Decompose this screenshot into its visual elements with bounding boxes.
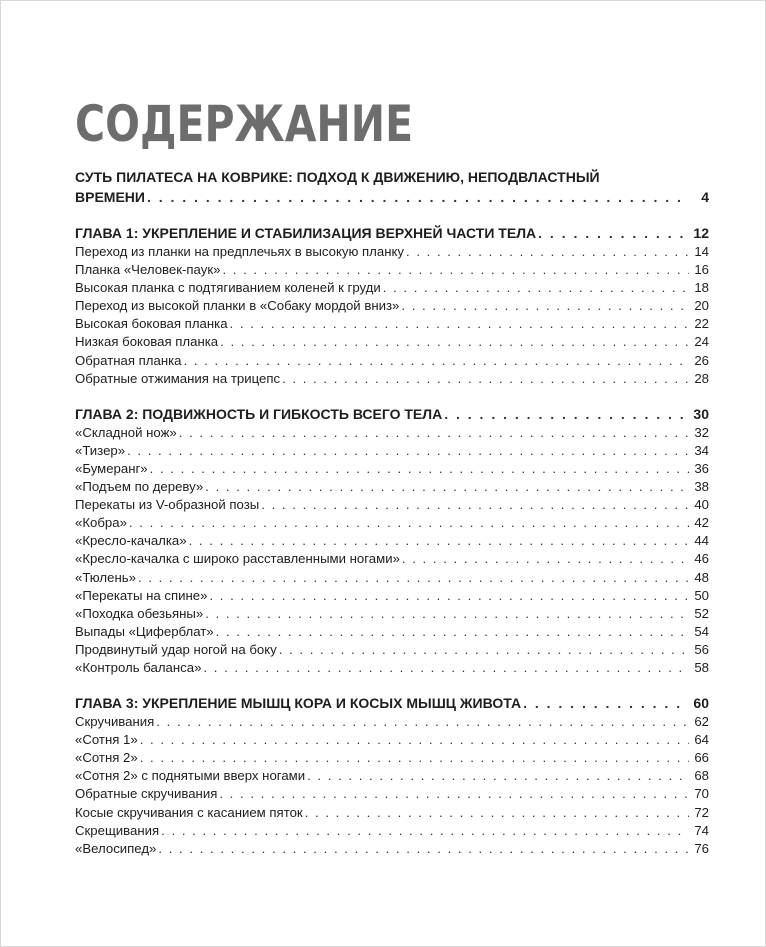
- section-spacer: [75, 207, 709, 223]
- entry-title: Перекаты из V-образной позы: [75, 497, 260, 513]
- toc-entry[interactable]: [75, 532, 709, 550]
- entry-page-number: 56: [694, 641, 709, 657]
- entry-page-number: 26: [694, 352, 709, 368]
- entry-title: Высокая боковая планка: [75, 316, 228, 332]
- dot-leader: [538, 223, 689, 243]
- dot-leader: [220, 333, 689, 351]
- toc-entry[interactable]: [75, 822, 709, 840]
- entry-title: «Велосипед»: [75, 840, 157, 856]
- entry-title: «Подъем по дереву»: [75, 479, 204, 495]
- dot-leader: [158, 840, 689, 858]
- toc-entry[interactable]: [75, 370, 709, 388]
- section-spacer: [75, 388, 709, 404]
- entry-title: Переход из планки на предплечьях в высокую планку: [75, 244, 404, 259]
- entry-title: Скрещивания: [75, 822, 160, 838]
- dot-leader: [140, 749, 689, 767]
- entry-page-number: 18: [694, 280, 709, 296]
- toc-entry[interactable]: [75, 659, 709, 677]
- toc-entry[interactable]: [75, 749, 709, 767]
- entry-page-number: 58: [694, 659, 709, 675]
- toc-entry[interactable]: [75, 840, 709, 858]
- dot-leader: [279, 641, 689, 659]
- entry-title: Продвинутый удар ногой на боку: [75, 641, 277, 657]
- entry-page-number: 54: [694, 623, 709, 639]
- dot-leader: [140, 731, 689, 749]
- dot-leader: [406, 243, 689, 261]
- entry-title: Обратная планка: [75, 352, 182, 368]
- toc-entry[interactable]: [75, 243, 709, 261]
- dot-leader: [230, 315, 689, 333]
- chapter-page-number: 30: [693, 405, 709, 422]
- toc-entry[interactable]: [75, 460, 709, 478]
- toc-entry[interactable]: [75, 279, 709, 297]
- entry-title: Скручивания: [75, 714, 155, 730]
- dot-leader: [203, 659, 689, 677]
- entry-title: Выпады «Циферблат»: [75, 623, 214, 639]
- entry-page-number: 42: [694, 515, 709, 531]
- entry-page-number: 46: [694, 551, 709, 567]
- toc-entry[interactable]: [75, 478, 709, 496]
- entry-title: «Сотня 2»: [75, 750, 138, 766]
- entry-title: «Сотня 1»: [75, 732, 138, 748]
- entry-page-number: 52: [694, 605, 709, 621]
- chapter-entry[interactable]: [75, 223, 709, 243]
- entry-page-number: 36: [694, 460, 709, 476]
- entry-page-number: 24: [694, 334, 709, 350]
- entry-page-number: 72: [694, 804, 709, 820]
- toc-entry[interactable]: [75, 514, 709, 532]
- entry-page-number: 34: [694, 442, 709, 458]
- dot-leader: [179, 424, 689, 442]
- chapter-entry[interactable]: [75, 693, 709, 713]
- dot-leader: [523, 693, 689, 713]
- entry-page-number: 48: [694, 569, 709, 585]
- entry-title: «Контроль баланса»: [75, 659, 202, 675]
- entry-page-number: 66: [694, 750, 709, 766]
- dot-leader: [307, 767, 689, 785]
- dot-leader: [129, 514, 689, 532]
- toc-entry[interactable]: [75, 550, 709, 568]
- toc-entry[interactable]: [75, 785, 709, 803]
- intro-title-line1: СУТЬ ПИЛАТЕСА НА КОВРИКЕ: ПОДХОД К ДВИЖЕНИЮ, НЕПОДВЛАСТНЫЙ: [75, 169, 600, 185]
- toc-entry[interactable]: [75, 442, 709, 460]
- chapter-page-number: 12: [693, 225, 709, 241]
- entry-page-number: 62: [694, 714, 709, 730]
- toc-entry[interactable]: [75, 333, 709, 351]
- intro-title-line2: ВРЕМЕНИ: [75, 189, 145, 205]
- section-spacer: [75, 677, 709, 693]
- dot-leader: [282, 370, 689, 388]
- entry-page-number: 16: [694, 262, 709, 278]
- toc-entry[interactable]: [75, 767, 709, 785]
- entry-page-number: 74: [694, 822, 709, 838]
- dot-leader: [216, 623, 689, 641]
- toc-entry[interactable]: [75, 641, 709, 659]
- dot-leader: [161, 822, 689, 840]
- toc-entry[interactable]: [75, 352, 709, 370]
- entry-title: Переход из высокой планки в «Собаку мордой вниз»: [75, 298, 400, 314]
- dot-leader: [156, 713, 689, 731]
- entry-page-number: 38: [694, 479, 709, 495]
- dot-leader: [401, 297, 689, 315]
- dot-leader: [147, 187, 689, 207]
- toc-entry[interactable]: [75, 424, 709, 442]
- toc-entry[interactable]: [75, 731, 709, 749]
- entry-page-number: 22: [694, 316, 709, 332]
- entry-page-number: 40: [694, 497, 709, 513]
- dot-leader: [138, 569, 689, 587]
- toc-entry[interactable]: [75, 297, 709, 315]
- table-of-contents: [75, 167, 709, 858]
- toc-entry[interactable]: [75, 713, 709, 731]
- entry-title: «Сотня 2» с поднятыми вверх ногами: [75, 768, 306, 784]
- entry-title: Планка «Человек-паук»: [75, 262, 221, 278]
- dot-leader: [205, 605, 689, 623]
- dot-leader: [150, 460, 689, 478]
- toc-entry[interactable]: [75, 587, 709, 605]
- entry-title: «Кресло-качалка»: [75, 533, 187, 549]
- toc-entry[interactable]: [75, 623, 709, 641]
- dot-leader: [189, 532, 689, 550]
- entry-title: «Кобра»: [75, 515, 127, 531]
- dot-leader: [219, 785, 689, 803]
- entry-title: «Складной нож»: [75, 424, 177, 440]
- chapter-title: ГЛАВА 3: УКРЕПЛЕНИЕ МЫШЦ КОРА И КОСЫХ МЫШЦ ЖИВОТА: [75, 695, 522, 712]
- intro-entry[interactable]: [75, 187, 709, 207]
- entry-page-number: 50: [694, 587, 709, 603]
- dot-leader: [261, 496, 689, 514]
- entry-title: «Тизер»: [75, 442, 126, 458]
- entry-page-number: 14: [694, 244, 709, 259]
- dot-leader: [205, 478, 689, 496]
- entry-page-number: 28: [694, 370, 709, 386]
- entry-page-number: 32: [694, 424, 709, 440]
- dot-leader: [444, 404, 689, 424]
- entry-title: «Тюлень»: [75, 569, 136, 585]
- dot-leader: [184, 352, 690, 370]
- entry-title: Обратные скручивания: [75, 786, 218, 802]
- dot-leader: [383, 279, 689, 297]
- entry-title: «Кресло-качалка с широко расставленными ногами»: [75, 551, 400, 567]
- chapter-entry[interactable]: [75, 404, 709, 424]
- dot-leader: [127, 442, 689, 460]
- dot-leader: [305, 804, 689, 822]
- chapter-page-number: 60: [693, 695, 709, 712]
- entry-page-number: 68: [694, 768, 709, 784]
- toc-entry[interactable]: [75, 569, 709, 587]
- entry-page-number: 70: [694, 786, 709, 802]
- toc-entry[interactable]: [75, 261, 709, 279]
- entry-page-number: 44: [694, 533, 709, 549]
- entry-page-number: 76: [694, 840, 709, 856]
- entry-title: «Бумеранг»: [75, 460, 148, 476]
- entry-title: Косые скручивания с касанием пяток: [75, 804, 303, 820]
- page-title: СОДЕРЖАНИЕ: [75, 95, 414, 153]
- dot-leader: [209, 587, 689, 605]
- entry-title: Высокая планка с подтягиванием коленей к груди: [75, 280, 381, 296]
- dot-leader: [222, 261, 689, 279]
- toc-entry[interactable]: [75, 496, 709, 514]
- entry-page-number: 20: [694, 298, 709, 314]
- entry-title: Низкая боковая планка: [75, 334, 219, 350]
- intro-page-number: 4: [701, 189, 709, 205]
- toc-entry[interactable]: [75, 605, 709, 623]
- toc-entry[interactable]: [75, 804, 709, 822]
- chapter-title: ГЛАВА 1: УКРЕПЛЕНИЕ И СТАБИЛИЗАЦИЯ ВЕРХНЕЙ ЧАСТИ ТЕЛА: [75, 225, 537, 241]
- entry-title: «Походка обезьяны»: [75, 605, 204, 621]
- entry-title: «Перекаты на спине»: [75, 587, 208, 603]
- toc-entry[interactable]: [75, 315, 709, 333]
- dot-leader: [402, 550, 689, 568]
- chapter-title: ГЛАВА 2: ПОДВИЖНОСТЬ И ГИБКОСТЬ ВСЕГО ТЕЛА: [75, 405, 443, 422]
- entry-page-number: 64: [694, 732, 709, 748]
- entry-title: Обратные отжимания на трицепс: [75, 370, 281, 386]
